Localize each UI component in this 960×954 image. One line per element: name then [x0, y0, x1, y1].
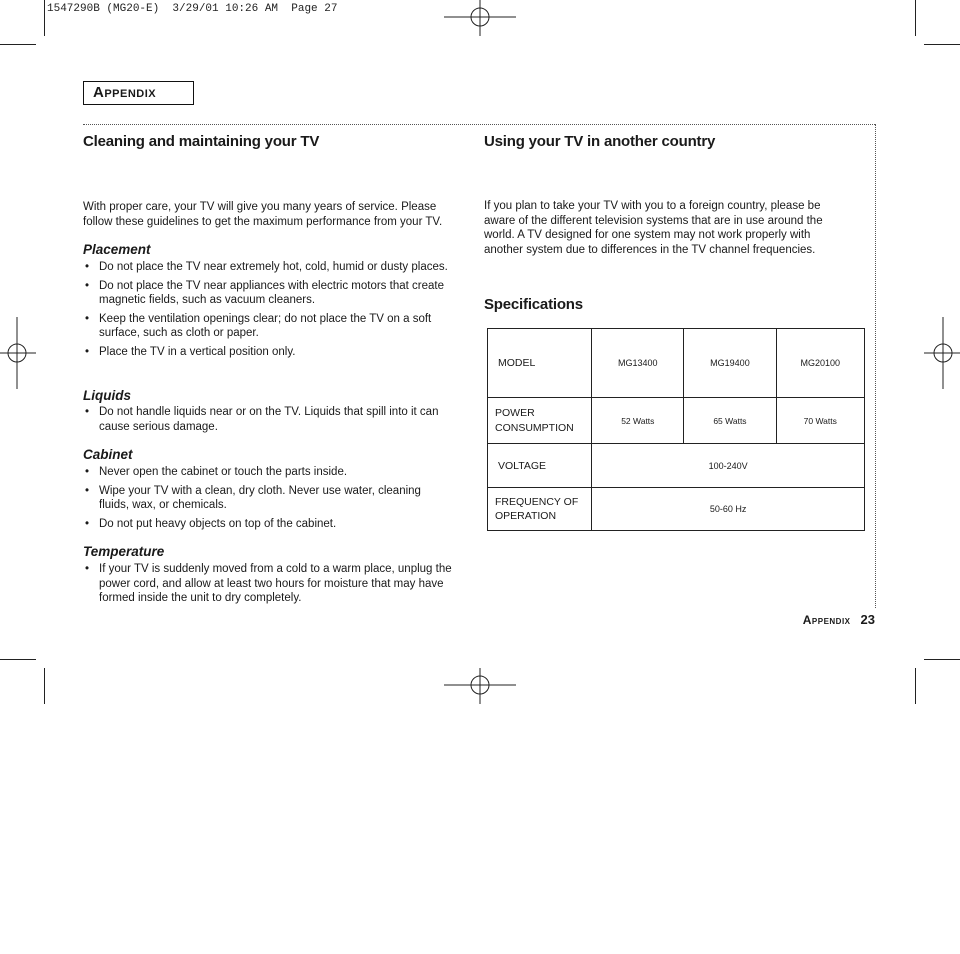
specifications-table	[487, 328, 865, 531]
list-item: • Do not handle liquids near or on the TV. Liquids that spill into it can cause serious damage.	[83, 405, 453, 434]
frequency-label: FREQUENCY OF OPERATION	[488, 488, 592, 531]
page-number: 23	[860, 612, 875, 627]
table-row	[488, 444, 865, 488]
table-row	[488, 488, 865, 531]
crop-mark	[0, 44, 36, 45]
model-label: MODEL	[488, 329, 592, 398]
frequency-value: 50-60 Hz	[592, 488, 865, 531]
margin-rule	[875, 124, 876, 608]
voltage-label: VOLTAGE	[488, 444, 592, 488]
registration-mark	[444, 668, 516, 704]
list-item: • Wipe your TV with a clean, dry cloth. Never use water, cleaning fluids, wax, or chemicals.	[83, 484, 453, 513]
page-footer	[803, 612, 875, 627]
registration-mark	[444, 0, 516, 36]
cabinet-list	[83, 465, 453, 535]
section-label: Appendix	[93, 84, 157, 101]
cleaning-intro: With proper care, your TV will give you many years of service. Please follow these guidelines to get the maximum performance from your TV.	[83, 201, 443, 228]
crop-mark	[924, 44, 960, 45]
print-slug: 1547290B (MG20-E) 3/29/01 10:26 AM Page 27	[47, 3, 338, 15]
table-row	[488, 398, 865, 444]
power-value: 70 Watts	[776, 398, 864, 444]
header-rule	[83, 124, 875, 125]
cleaning-title: Cleaning and maintaining your TV	[83, 133, 320, 150]
crop-mark	[915, 0, 916, 36]
crop-mark	[915, 668, 916, 704]
model-value: MG13400	[592, 329, 684, 398]
registration-mark	[0, 317, 36, 389]
liquids-heading: Liquids	[83, 388, 131, 403]
list-item: • Do not place the TV near extremely hot, cold, humid or dusty places.	[83, 260, 453, 275]
crop-mark	[0, 659, 36, 660]
temperature-heading: Temperature	[83, 544, 165, 559]
placement-heading: Placement	[83, 242, 151, 257]
another-country-intro: If you plan to take your TV with you to a foreign country, please be aware of the different television systems that are in use around the world. A TV designed for one system may not work properly with another system due to differences in the TV channel frequencies.	[484, 200, 823, 256]
list-item: • Do not place the TV near appliances with electric motors that create magnetic fields, such as vacuum cleaners.	[83, 279, 453, 308]
section-label-box	[83, 81, 194, 105]
power-label: POWER CONSUMPTION	[488, 398, 592, 444]
list-item: • If your TV is suddenly moved from a cold to a warm place, unplug the power cord, and allow at least two hours for moisture that may have formed inside the unit to dry completely.	[83, 562, 453, 606]
registration-mark	[924, 317, 960, 389]
crop-mark	[44, 0, 45, 36]
another-country-title: Using your TV in another country	[484, 133, 716, 150]
specifications-title: Specifications	[484, 296, 583, 313]
temperature-list	[83, 562, 453, 610]
list-item: • Do not put heavy objects on top of the cabinet.	[83, 517, 453, 532]
list-item: • Place the TV in a vertical position only.	[83, 345, 453, 360]
power-value: 65 Watts	[684, 398, 776, 444]
model-value: MG19400	[684, 329, 776, 398]
crop-mark	[44, 668, 45, 704]
table-row	[488, 329, 865, 398]
cabinet-heading: Cabinet	[83, 447, 133, 462]
liquids-list	[83, 405, 453, 438]
power-value: 52 Watts	[592, 398, 684, 444]
model-value: MG20100	[776, 329, 864, 398]
voltage-value: 100-240V	[592, 444, 865, 488]
placement-list	[83, 260, 453, 363]
list-item: • Never open the cabinet or touch the parts inside.	[83, 465, 453, 480]
list-item: • Keep the ventilation openings clear; do not place the TV on a soft surface, such as cloth or paper.	[83, 312, 453, 341]
footer-section-label: Appendix	[802, 613, 851, 627]
crop-mark	[924, 659, 960, 660]
